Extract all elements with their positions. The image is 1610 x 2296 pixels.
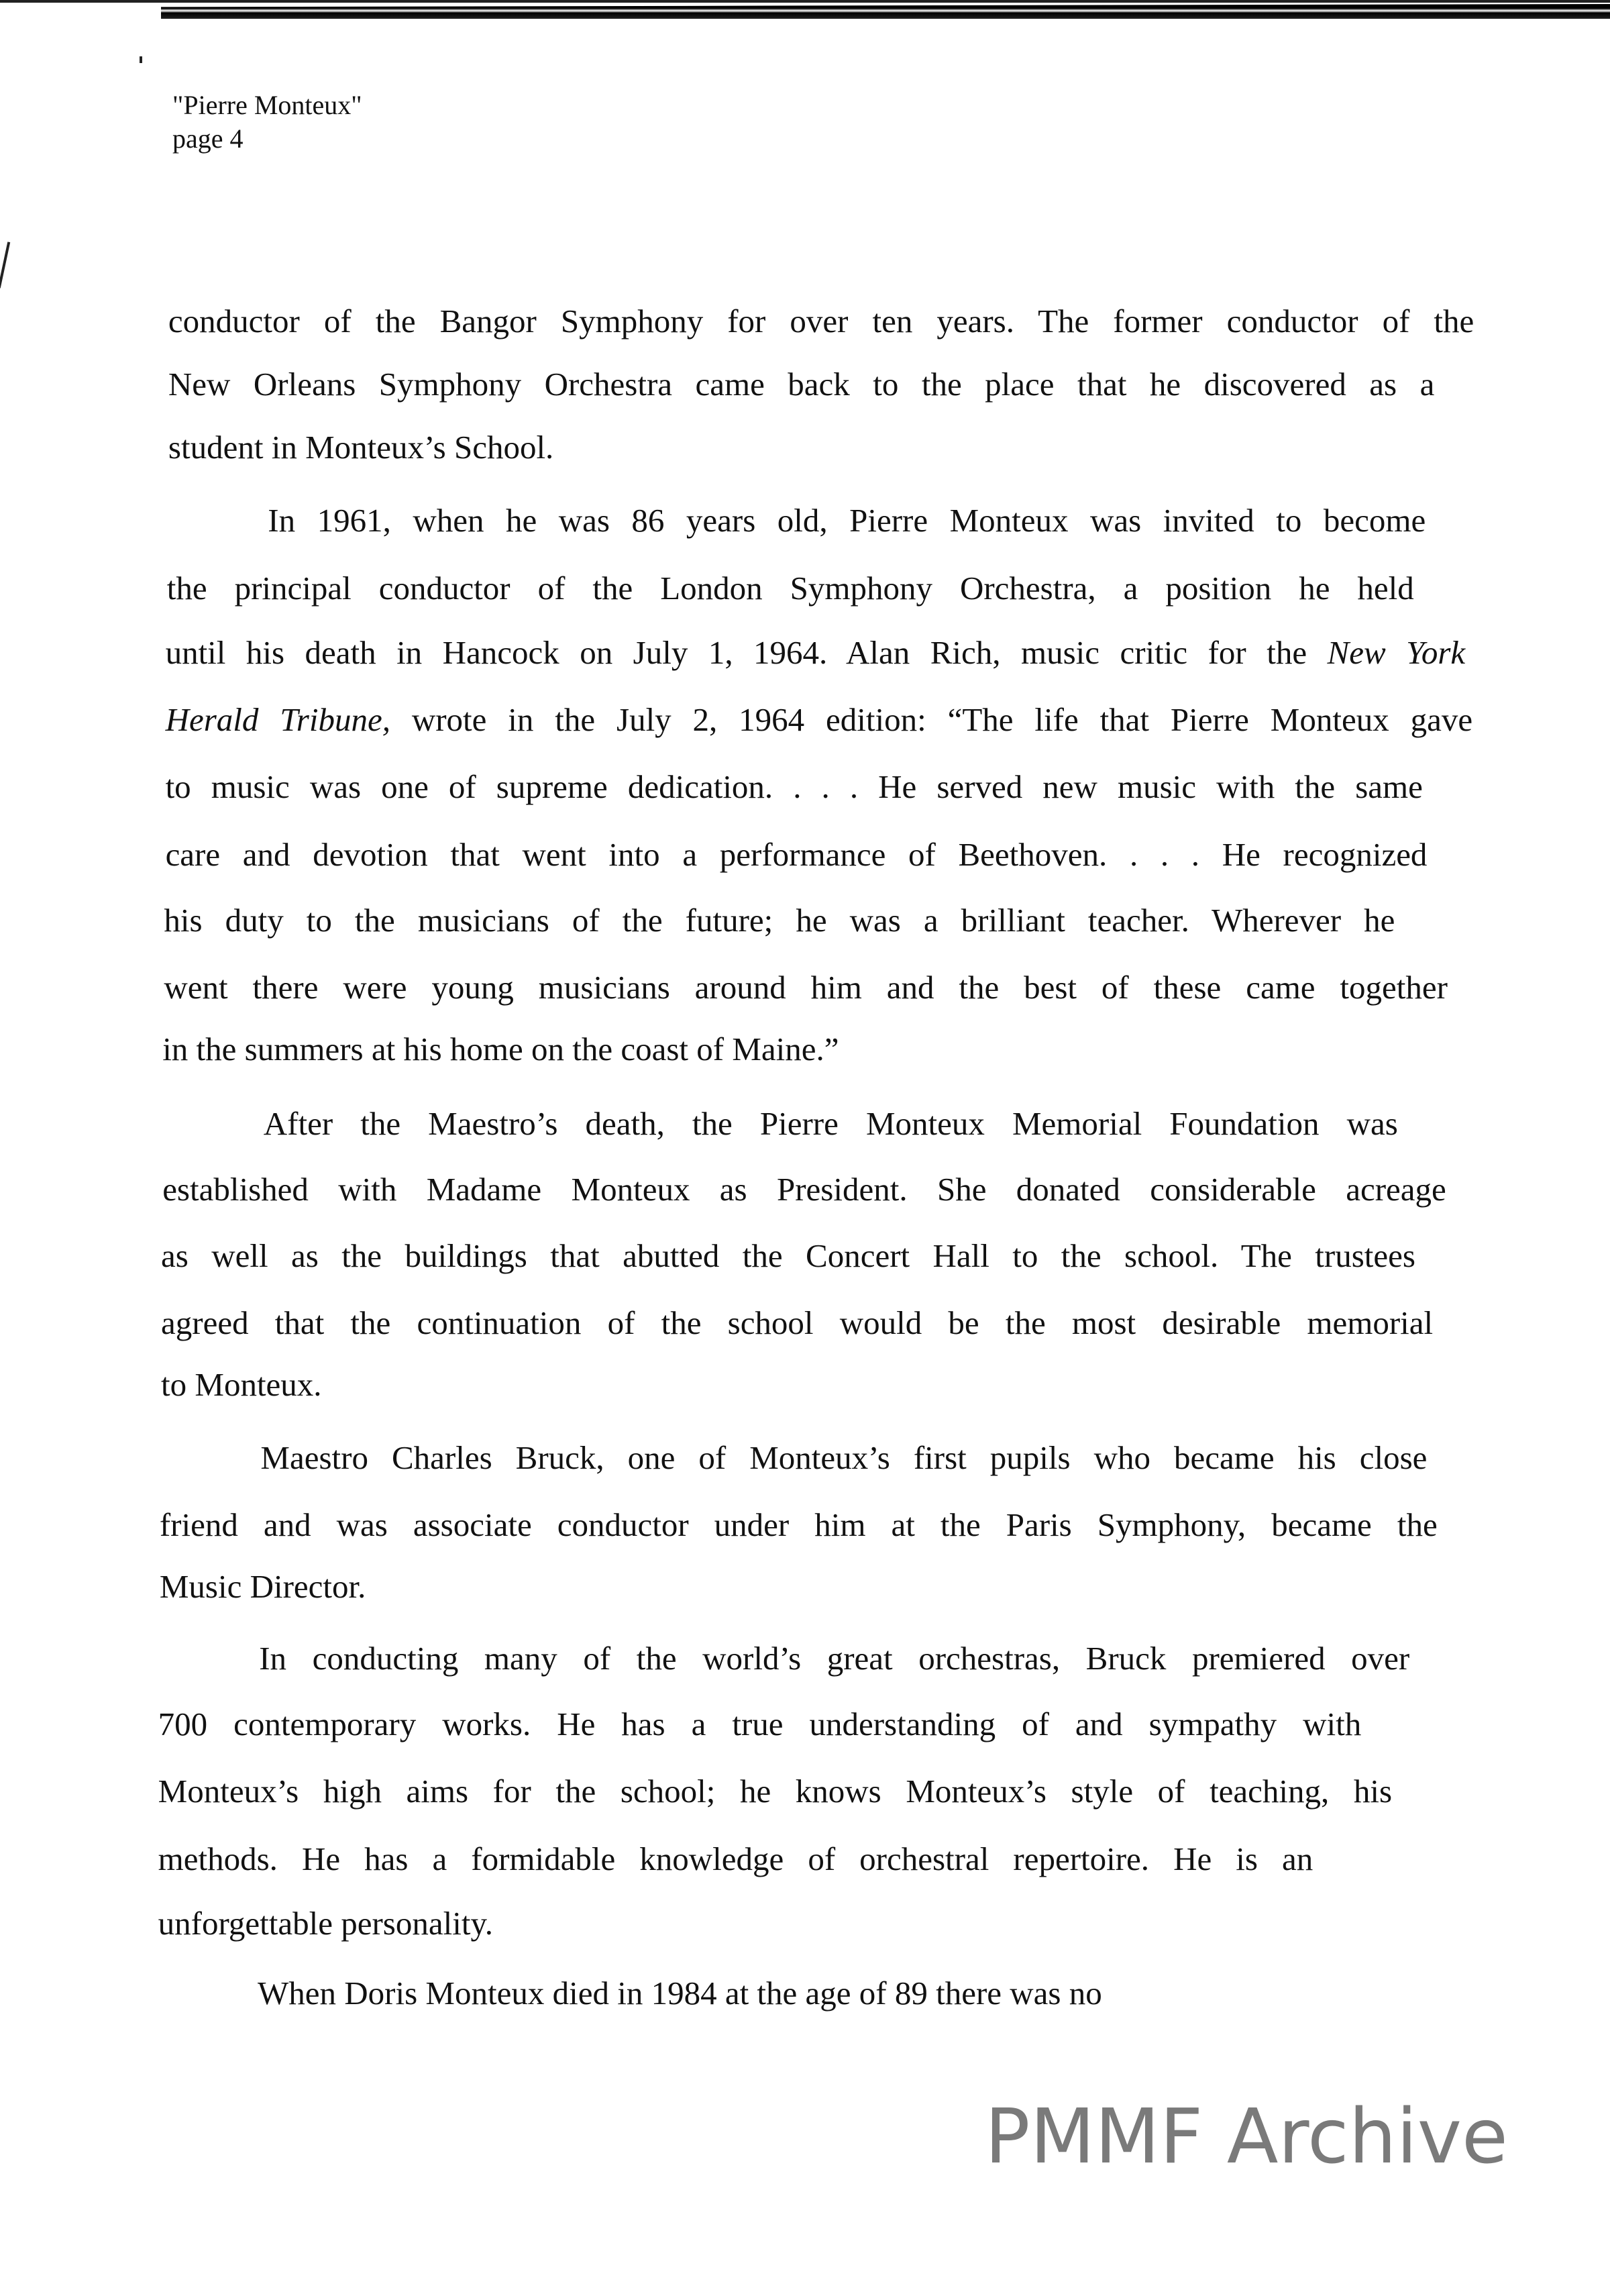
text-run: as well as the buildings that abutted the Concert Hall to the school. The trustees [161,1237,1415,1274]
body-line [162,1173,1446,1206]
body-line [165,633,1466,671]
body-line [263,1105,1398,1143]
margin-mark [0,242,10,288]
text-run: Monteux’s high aims for the school; he knows Monteux’s style of teaching, his [158,1773,1393,1810]
body-line [164,971,1448,1004]
body-line [168,431,553,464]
text-run: established with Madame Monteux as President. She donated considerable acreage [162,1171,1446,1208]
text-run: friend and was associate conductor under him at the Paris Symphony, became the [159,1506,1438,1543]
body-line [159,1567,366,1605]
body-line [168,368,1434,401]
text-run: to Monteux. [161,1365,322,1403]
text-run: in the summers at his home on the coast of Maine.” [162,1030,839,1067]
text-run: Maestro Charles Bruck, one of Monteux’s first pupils who became his close [260,1439,1428,1476]
body-line [161,1239,1415,1272]
running-title: "Pierre Monteux" [172,90,362,120]
text-run: In conducting many of the world’s great orchestras, Bruck premiered over [259,1639,1410,1677]
scan-edge-bar [161,4,1610,19]
text-run: Music Director. [159,1567,366,1605]
text-run: wrote in the July 2, 1964 edition: “The life that Pierre Monteux gave [390,700,1473,738]
text-run: In 1961, when he was 86 years old, Pierre Monteux was invited to become [268,502,1426,539]
text-run: unforgettable personality. [158,1904,494,1942]
text-run: agreed that the continuation of the school would be the most desirable memorial [161,1304,1434,1341]
body-line [165,835,1428,873]
text-run: care and devotion that went into a performance of Beethoven. . . . He recognized [165,835,1428,873]
body-line [161,1365,322,1403]
body-line [268,504,1426,537]
body-line [260,1441,1427,1474]
text-run: the principal conductor of the London Symphony Orchestra, a position he held [166,569,1414,607]
body-line [161,1306,1433,1339]
text-run: 700 contemporary works. He has a true understanding of and sympathy with [158,1705,1362,1742]
body-line [158,1904,494,1942]
body-line [158,1775,1392,1808]
body-line [165,700,1473,738]
body-line [158,1705,1362,1742]
body-line [158,1842,1313,1875]
body-line [165,768,1423,806]
text-run: his duty to the musicians of the future; he was a brilliant teacher. Wherever he [164,901,1395,939]
text-run: to music was one of supreme dedication. . . . He served new music with the same [165,768,1423,806]
text-run: student in Monteux’s School. [168,429,554,466]
watermark: PMMF Archive [985,2093,1508,2181]
text-run: methods. He has a formidable knowledge of orchestral repertoire. He is an [158,1840,1313,1877]
scan-speck [140,56,142,63]
body-line [168,303,1474,340]
body-line [164,901,1395,939]
text-run: went there were young musicians around him and the best of these came together [164,969,1448,1006]
body-line [162,1030,839,1067]
text-run: New Orleans Symphony Orchestra came back to the place that he discovered as a [168,366,1435,403]
body-line [166,569,1414,607]
body-line [259,1639,1410,1677]
text-run: After the Maestro’s death, the Pierre Monteux Memorial Foundation was [263,1105,1398,1143]
body-line [160,1508,1438,1541]
text-run: conductor of the Bangor Symphony for over ten years. The former conductor of the [168,303,1474,340]
italic-title: Herald Tribune, [165,700,390,738]
text-run: When Doris Monteux died in 1984 at the age of 89 there was no [258,1975,1102,2012]
text-run: until his death in Hancock on July 1, 1964. Alan Rich, music critic for the [165,633,1328,671]
body-line [258,1977,1102,2010]
page-number: page 4 [172,123,244,154]
scan-edge [0,0,1610,3]
italic-title: New York [1327,633,1466,671]
